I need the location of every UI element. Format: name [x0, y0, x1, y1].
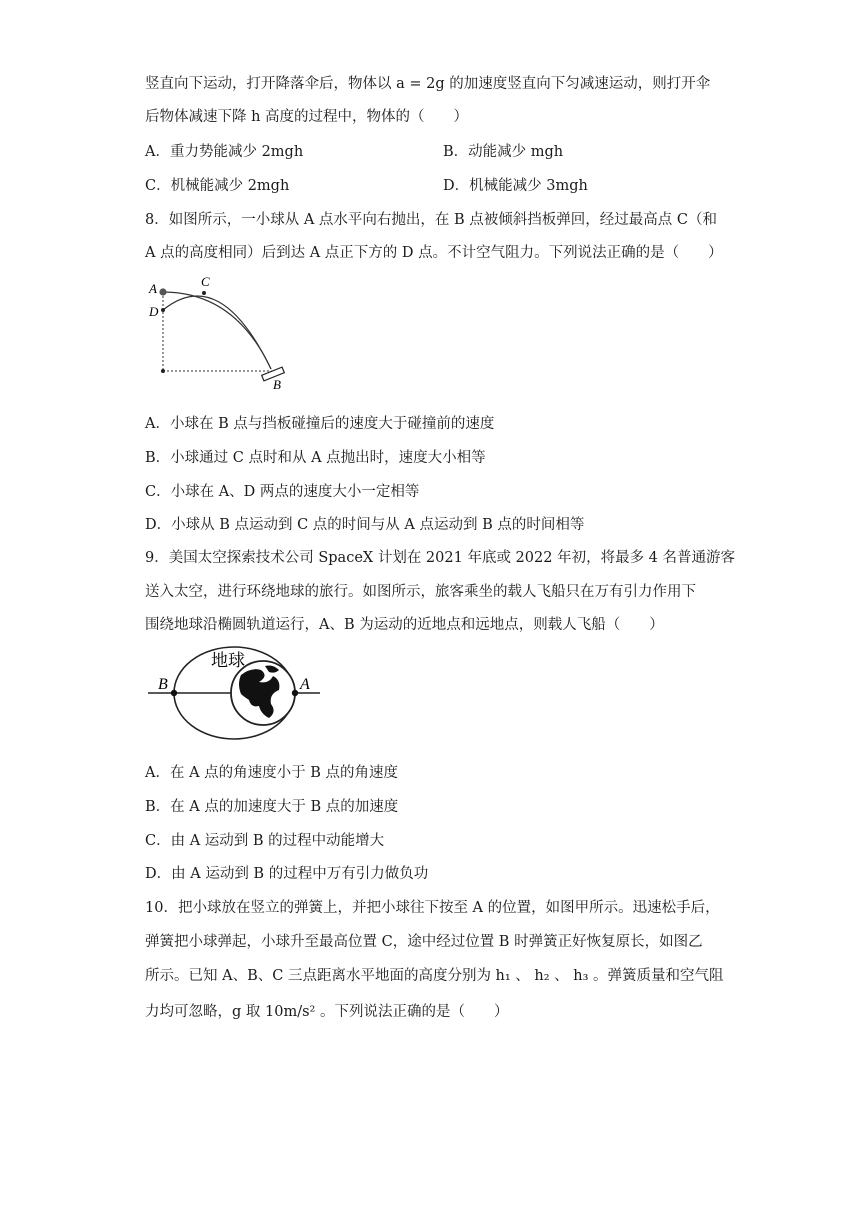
q7-option-c: C．机械能减少 2mgh: [145, 178, 290, 194]
q9-stem-line-2: 送入太空，进行环绕地球的旅行。如图所示，旅客乘坐的载人飞船只在万有引力作用下: [145, 584, 696, 600]
q9-option-c: C．由 A 运动到 B 的过程中动能增大: [145, 833, 385, 849]
q9-stem-line-3: 围绕地球沿椭圆轨道运行，A、B 为运动的近地点和远地点，则载人飞船（ ）: [145, 617, 664, 633]
q9-earth-label: 地球: [211, 651, 245, 671]
q8-option-a: A．小球在 B 点与挡板碰撞后的速度大于碰撞前的速度: [145, 416, 495, 432]
q8-stem-line-1: 8．如图所示，一小球从 A 点水平向右抛出，在 B 点被倾斜挡板弹回，经过最高点 C（和: [145, 212, 717, 228]
q9-option-d: D．由 A 运动到 B 的过程中万有引力做负功: [145, 866, 429, 882]
q7-stem-line-1: 竖直向下运动，打开降落伞后，物体以 a = 2g 的加速度竖直向下匀减速运动，则打开伞: [145, 76, 711, 92]
q7-option-d: D．机械能减少 3mgh: [443, 178, 588, 194]
q10-stem-line-1: 10．把小球放在竖立的弹簧上，并把小球往下按至 A 的位置，如图甲所示。迅速松手后，: [145, 900, 720, 916]
q7-option-a: A．重力势能减少 2mgh: [145, 144, 304, 160]
q8-label-b: B: [273, 377, 281, 392]
q10-stem-line-2: 弹簧把小球弹起，小球升至最高位置 C，途中经过位置 B 时弹簧正好恢复原长，如图乙: [145, 934, 703, 950]
q8-option-d: D．小球从 B 点运动到 C 点的时间与从 A 点运动到 B 点的时间相等: [145, 517, 585, 533]
q9-stem-line-1: 9．美国太空探索技术公司 SpaceX 计划在 2021 年底或 2022 年初，将最多 4 名普通游客: [145, 550, 736, 566]
q8-label-c: C: [201, 274, 210, 289]
q9-label-a: A: [300, 676, 310, 693]
q9-option-a: A．在 A 点的角速度小于 B 点的角速度: [145, 765, 399, 781]
q8-label-a: A: [149, 281, 157, 296]
q8-stem-line-2: A 点的高度相同）后到达 A 点正下方的 D 点。不计空气阻力。下列说法正确的是（ ）: [145, 245, 723, 261]
q10-stem-line-3: 所示。已知 A、B、C 三点距离水平地面的高度分别为 h₁ 、 h₂ 、 h₃ 。弹簧质量和空气阻: [145, 968, 724, 984]
q8-label-d: D: [149, 304, 159, 319]
q8-projectile-figure: [145, 272, 295, 392]
q8-option-b: B．小球通过 C 点时和从 A 点抛出时，速度大小相等: [145, 450, 486, 466]
q10-stem-line-4: 力均可忽略，g 取 10m/s² 。下列说法正确的是（ ）: [145, 1004, 509, 1020]
q7-option-b: B．动能减少 mgh: [443, 144, 564, 160]
q9-option-b: B．在 A 点的加速度大于 B 点的加速度: [145, 799, 399, 815]
q8-option-c: C．小球在 A、D 两点的速度大小一定相等: [145, 484, 420, 500]
q9-orbit-figure: [145, 642, 330, 747]
q7-stem-line-2: 后物体减速下降 h 高度的过程中，物体的（ ）: [145, 109, 469, 125]
q9-label-b: B: [158, 676, 168, 693]
